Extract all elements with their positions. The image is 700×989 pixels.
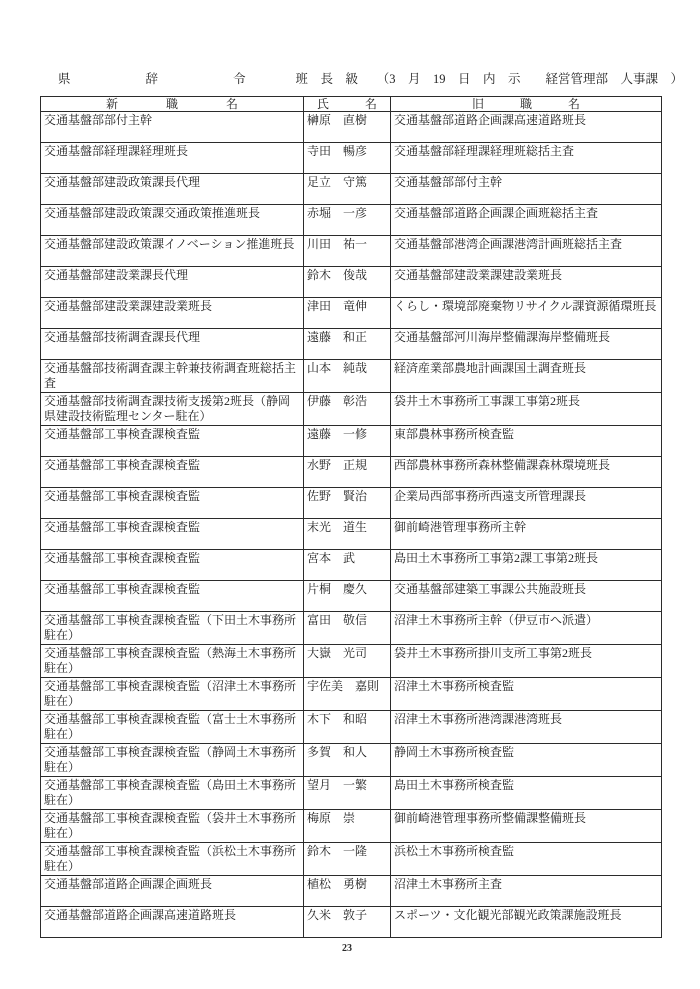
cell-name: 遠藤 一修 bbox=[304, 426, 391, 457]
cell-name: 寺田 暢彦 bbox=[304, 143, 391, 174]
table-row bbox=[41, 360, 662, 393]
table-row bbox=[41, 267, 662, 298]
col-header-old-position: 旧 職 名 bbox=[391, 97, 662, 112]
cell-name: 川田 祐一 bbox=[304, 236, 391, 267]
cell-old-position: 御前崎港管理事務所整備課整備班長 bbox=[391, 810, 662, 843]
table-row bbox=[41, 426, 662, 457]
cell-name: 末光 道生 bbox=[304, 519, 391, 550]
cell-new-position: 交通基盤部道路企画課高速道路班長 bbox=[41, 907, 304, 938]
cell-new-position: 交通基盤部工事検査課検査監 bbox=[41, 426, 304, 457]
cell-name: 片桐 慶久 bbox=[304, 581, 391, 612]
cell-name: 足立 守篤 bbox=[304, 174, 391, 205]
col-header-name: 氏 名 bbox=[304, 97, 391, 112]
cell-old-position: 沼津土木事務所主幹（伊豆市へ派遣） bbox=[391, 612, 662, 645]
cell-new-position: 交通基盤部道路企画課企画班長 bbox=[41, 876, 304, 907]
cell-new-position: 交通基盤部技術調査課主幹兼技術調査班総括主査 bbox=[41, 360, 304, 393]
table-row bbox=[41, 612, 662, 645]
cell-name: 宮本 武 bbox=[304, 550, 391, 581]
cell-name: 木下 和昭 bbox=[304, 711, 391, 744]
personnel-table-body bbox=[41, 112, 662, 938]
cell-name: 多賀 和人 bbox=[304, 744, 391, 777]
cell-old-position: 交通基盤部港湾企画課港湾計画班総括主査 bbox=[391, 236, 662, 267]
table-row bbox=[41, 488, 662, 519]
cell-new-position: 交通基盤部建設政策課交通政策推進班長 bbox=[41, 205, 304, 236]
cell-new-position: 交通基盤部工事検査課検査監 bbox=[41, 581, 304, 612]
cell-old-position: 交通基盤部部付主幹 bbox=[391, 174, 662, 205]
cell-old-position: 交通基盤部建設業課建設業班長 bbox=[391, 267, 662, 298]
cell-new-position: 交通基盤部部付主幹 bbox=[41, 112, 304, 143]
cell-old-position: 静岡土木事務所検査監 bbox=[391, 744, 662, 777]
cell-old-position: 沼津土木事務所主査 bbox=[391, 876, 662, 907]
cell-new-position: 交通基盤部建設業課長代理 bbox=[41, 267, 304, 298]
cell-name: 宇佐美 嘉則 bbox=[304, 678, 391, 711]
table-row bbox=[41, 298, 662, 329]
table-row bbox=[41, 876, 662, 907]
cell-old-position: 交通基盤部経理課経理班総括主査 bbox=[391, 143, 662, 174]
table-row bbox=[41, 645, 662, 678]
table-row bbox=[41, 711, 662, 744]
cell-name: 遠藤 和正 bbox=[304, 329, 391, 360]
table-row bbox=[41, 457, 662, 488]
page-number: 23 bbox=[342, 943, 352, 954]
table-row bbox=[41, 678, 662, 711]
cell-old-position: スポーツ・文化観光部観光政策課施設班長 bbox=[391, 907, 662, 938]
cell-new-position: 交通基盤部工事検査課検査監（静岡土木事務所駐在） bbox=[41, 744, 304, 777]
cell-old-position: 島田土木事務所工事第2課工事第2班長 bbox=[391, 550, 662, 581]
cell-name: 佐野 賢治 bbox=[304, 488, 391, 519]
table-row bbox=[41, 329, 662, 360]
table-row bbox=[41, 777, 662, 810]
document-title: 県 辞 令 班 長 級 （3 月 19 日 内 示 経営管理部 人事課 ） bbox=[58, 72, 684, 86]
cell-old-position: 企業局西部事務所西遠支所管理課長 bbox=[391, 488, 662, 519]
cell-name: 大嶽 光司 bbox=[304, 645, 391, 678]
cell-old-position: 交通基盤部河川海岸整備課海岸整備班長 bbox=[391, 329, 662, 360]
cell-name: 赤堀 一彦 bbox=[304, 205, 391, 236]
table-row bbox=[41, 393, 662, 426]
cell-old-position: 交通基盤部道路企画課企画班総括主査 bbox=[391, 205, 662, 236]
table-row bbox=[41, 205, 662, 236]
cell-new-position: 交通基盤部工事検査課検査監 bbox=[41, 457, 304, 488]
cell-name: 植松 勇樹 bbox=[304, 876, 391, 907]
cell-old-position: 経済産業部農地計画課国土調査班長 bbox=[391, 360, 662, 393]
cell-new-position: 交通基盤部工事検査課検査監（浜松土木事務所駐在） bbox=[41, 843, 304, 876]
cell-old-position: 袋井土木事務所工事課工事第2班長 bbox=[391, 393, 662, 426]
table-row bbox=[41, 143, 662, 174]
cell-old-position: 袋井土木事務所掛川支所工事第2班長 bbox=[391, 645, 662, 678]
table-header-row bbox=[41, 97, 662, 112]
cell-old-position: 西部農林事務所森林整備課森林環境班長 bbox=[391, 457, 662, 488]
cell-new-position: 交通基盤部工事検査課検査監（沼津土木事務所駐在） bbox=[41, 678, 304, 711]
cell-new-position: 交通基盤部経理課経理班長 bbox=[41, 143, 304, 174]
cell-new-position: 交通基盤部工事検査課検査監（島田土木事務所駐在） bbox=[41, 777, 304, 810]
personnel-table bbox=[40, 96, 662, 938]
cell-old-position: 島田土木事務所検査監 bbox=[391, 777, 662, 810]
cell-new-position: 交通基盤部建設業課建設業班長 bbox=[41, 298, 304, 329]
cell-old-position: 沼津土木事務所検査監 bbox=[391, 678, 662, 711]
cell-name: 水野 正規 bbox=[304, 457, 391, 488]
cell-name: 津田 竜伸 bbox=[304, 298, 391, 329]
cell-name: 鈴木 一隆 bbox=[304, 843, 391, 876]
cell-new-position: 交通基盤部工事検査課検査監 bbox=[41, 550, 304, 581]
col-header-new-position: 新 職 名 bbox=[41, 97, 304, 112]
cell-name: 榊原 直樹 bbox=[304, 112, 391, 143]
cell-old-position: 東部農林事務所検査監 bbox=[391, 426, 662, 457]
cell-old-position: 沼津土木事務所港湾課港湾班長 bbox=[391, 711, 662, 744]
table-row bbox=[41, 744, 662, 777]
cell-old-position: くらし・環境部廃棄物リサイクル課資源循環班長 bbox=[391, 298, 662, 329]
cell-new-position: 交通基盤部技術調査課長代理 bbox=[41, 329, 304, 360]
table-row bbox=[41, 550, 662, 581]
cell-new-position: 交通基盤部工事検査課検査監（下田土木事務所駐在） bbox=[41, 612, 304, 645]
cell-name: 富田 敬信 bbox=[304, 612, 391, 645]
cell-old-position: 交通基盤部道路企画課高速道路班長 bbox=[391, 112, 662, 143]
cell-old-position: 御前崎港管理事務所主幹 bbox=[391, 519, 662, 550]
cell-name: 久米 敦子 bbox=[304, 907, 391, 938]
table-row bbox=[41, 907, 662, 938]
table-row bbox=[41, 236, 662, 267]
cell-old-position: 交通基盤部建築工事課公共施設班長 bbox=[391, 581, 662, 612]
cell-old-position: 浜松土木事務所検査監 bbox=[391, 843, 662, 876]
cell-new-position: 交通基盤部技術調査課技術支援第2班長（静岡県建設技術監理センター駐在） bbox=[41, 393, 304, 426]
cell-new-position: 交通基盤部工事検査課検査監（富士土木事務所駐在） bbox=[41, 711, 304, 744]
cell-new-position: 交通基盤部建設政策課長代理 bbox=[41, 174, 304, 205]
cell-new-position: 交通基盤部工事検査課検査監（袋井土木事務所駐在） bbox=[41, 810, 304, 843]
cell-name: 望月 一繁 bbox=[304, 777, 391, 810]
cell-name: 梅原 崇 bbox=[304, 810, 391, 843]
cell-name: 山本 純哉 bbox=[304, 360, 391, 393]
table-row bbox=[41, 810, 662, 843]
cell-new-position: 交通基盤部建設政策課イノベーション推進班長 bbox=[41, 236, 304, 267]
cell-new-position: 交通基盤部工事検査課検査監 bbox=[41, 488, 304, 519]
cell-new-position: 交通基盤部工事検査課検査監（熱海土木事務所駐在） bbox=[41, 645, 304, 678]
table-row bbox=[41, 843, 662, 876]
table-row bbox=[41, 174, 662, 205]
table-row bbox=[41, 581, 662, 612]
cell-new-position: 交通基盤部工事検査課検査監 bbox=[41, 519, 304, 550]
cell-name: 伊藤 彰浩 bbox=[304, 393, 391, 426]
table-row bbox=[41, 519, 662, 550]
table-row bbox=[41, 112, 662, 143]
cell-name: 鈴木 俊哉 bbox=[304, 267, 391, 298]
